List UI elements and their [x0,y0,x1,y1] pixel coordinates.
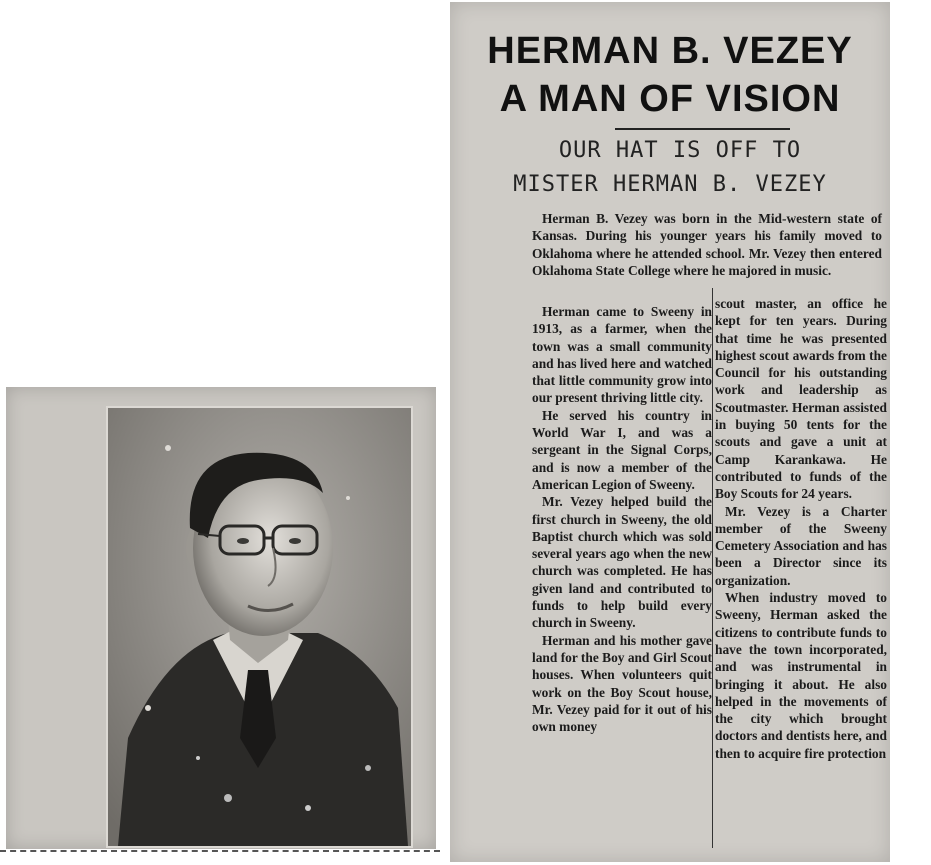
lead-paragraph-text: Herman B. Vezey was born in the Mid-western state of Kansas. During his younger years his family moved to Oklahoma where he attended school. Mr. Vezey then entered Oklahoma State College where he majored in music. [532,211,882,278]
paragraph: Mr. Vezey helped build the first church in Sweeny, the old Baptist church which was sold several years ago when the new church was completed. He has given land and contributed to funds to help build every church in Sweeny. [532,494,712,631]
paragraph: Herman came to Sweeny in 1913, as a farmer, when the town was a small community and has lived here and watched that little community grow into our present thriving little city. [532,304,712,406]
portrait-photo [106,406,413,848]
paragraph: Herman and his mother gave land for the Boy and Girl Scout houses. When volunteers quit work on the Boy Scout house, Mr. Vezey paid for it out of his own money [532,632,712,735]
paragraph: Mr. Vezey is a Charter member of the Sweeny Cemetery Association and has been a Director since its organization. [715,503,887,588]
paragraph: When industry moved to Sweeny, Herman asked the citizens to contribute funds to have the town incorporated, and was instrumental in bringing it about. He also helped in the movements of the city which brought doctors and dentists here, and then to acquire fire protection [715,590,887,761]
portrait-image [108,408,411,846]
left-column [532,303,712,735]
subhead-line-2: MISTER HERMAN B. VEZEY [513,172,827,197]
headline-line-1: HERMAN B. VEZEY [487,30,853,72]
portrait-clipping [6,387,436,849]
headline-rule [615,128,790,130]
headline-line-2: A MAN OF VISION [499,78,841,120]
cut-line [0,850,440,852]
newspaper-article [450,2,890,862]
paragraph: scout master, an office he kept for ten years. During that time he was presented highest scout awards from the Council for his outstanding work and leadership as Scoutmaster. Herman assisted in buying 50 tents for the scouts and gave a unit at Camp Karankawa. He contributed to funds of the Boy Scouts for 24 years. [715,296,887,502]
right-column [715,295,887,762]
lead-paragraph [532,210,882,279]
paragraph: He served his country in World War I, and was a sergeant in the Signal Corps, and is now a member of the American Legion of Sweeny. [532,407,712,492]
column-divider [712,288,713,848]
subhead-line-1: OUR HAT IS OFF TO [558,138,802,163]
